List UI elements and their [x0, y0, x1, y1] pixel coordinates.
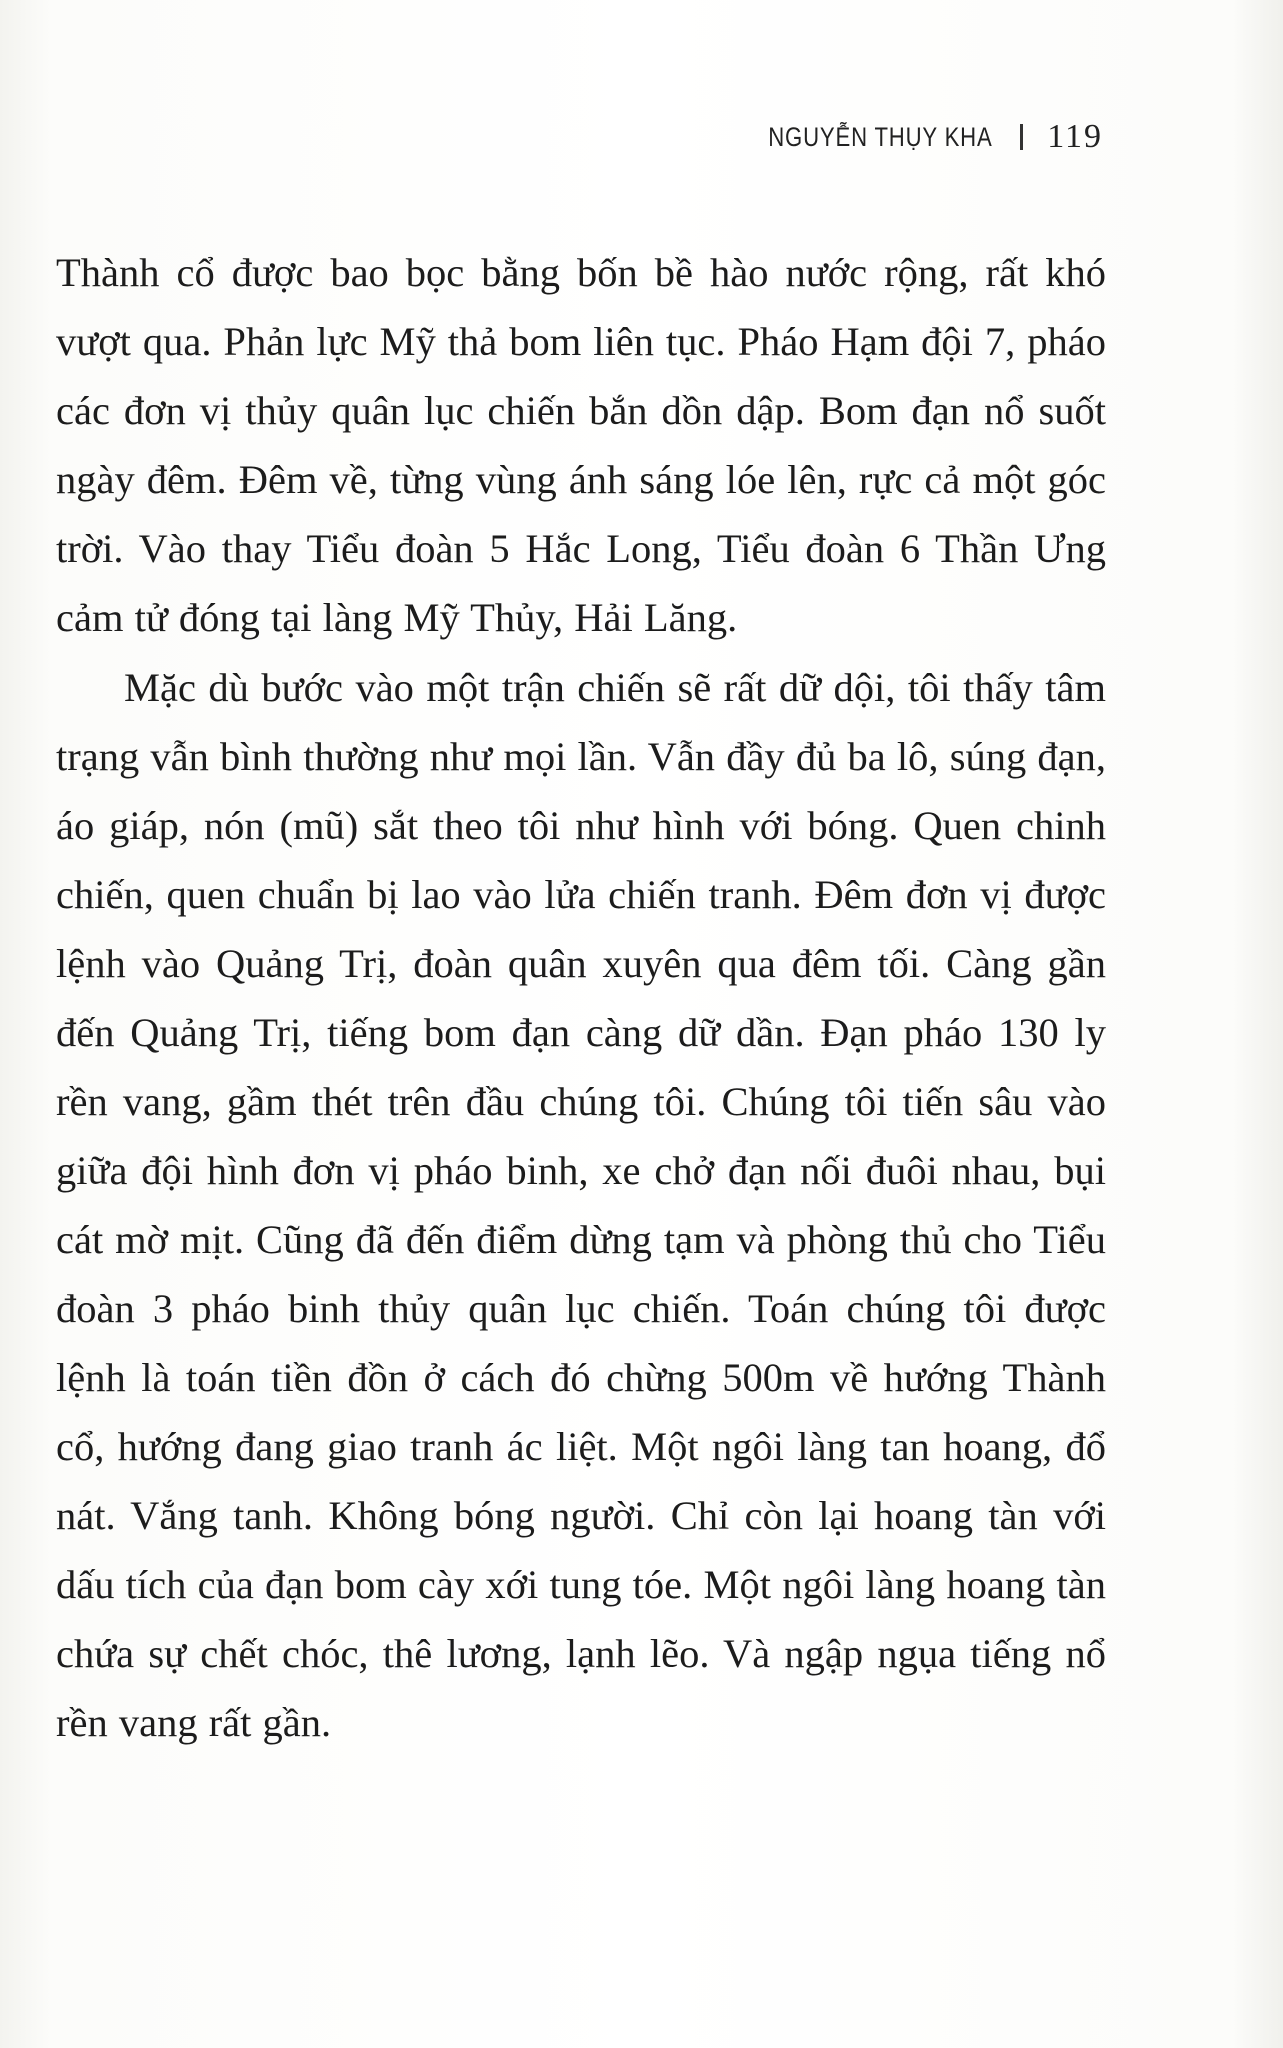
body-text [56, 238, 1106, 1757]
header-divider [1020, 124, 1023, 150]
running-header [719, 118, 1103, 156]
paragraph: Thành cổ được bao bọc bằng bốn bề hào nước rộng, rất khó vượt qua. Phản lực Mỹ thả bom liên tục. Pháo Hạm đội 7, pháo các đơn vị thủy quân lục chiến bắn dồn dập. Bom đạn nổ suốt ngày đêm. Đêm về, từng vùng ánh sáng lóe lên, rực cả một góc trời. Vào thay Tiểu đoàn 5 Hắc Long, Tiểu đoàn 6 Thần Ưng cảm tử đóng tại làng Mỹ Thủy, Hải Lăng. [56, 250, 1106, 640]
author-name: NGUYỄN THỤY KHA [767, 121, 993, 152]
page-number: 119 [1047, 118, 1103, 155]
paragraph: Mặc dù bước vào một trận chiến sẽ rất dữ dội, tôi thấy tâm trạng vẫn bình thường như mọi lần. Vẫn đầy đủ ba lô, súng đạn, áo giáp, nón (mũ) sắt theo tôi như hình với bóng. Quen chinh chiến, quen chuẩn bị lao vào lửa chiến tranh. Đêm đơn vị được lệnh vào Quảng Trị, đoàn quân xuyên qua đêm tối. Càng gần đến Quảng Trị, tiếng bom đạn càng dữ dần. Đạn pháo 130 ly rền vang, gầm thét trên đầu chúng tôi. Chúng tôi tiến sâu vào giữa đội hình đơn vị pháo binh, xe chở đạn nối đuôi nhau, bụi cát mờ mịt. Cũng đã đến điểm dừng tạm và phòng thủ cho Tiểu đoàn 3 pháo binh thủy quân lục chiến. Toán chúng tôi được lệnh là toán tiền đồn ở cách đó chừng 500m về hướng Thành cổ, hướng đang giao tranh ác liệt. Một ngôi làng tan hoang, đổ nát. Vắng tanh. Không bóng người. Chỉ còn lại hoang tàn với dấu tích của đạn bom cày xới tung tóe. Một ngôi làng hoang tàn chứa sự chết chóc, thê lương, lạnh lẽo. Và ngập ngụa tiếng nổ rền vang rất gần. [56, 665, 1106, 1745]
